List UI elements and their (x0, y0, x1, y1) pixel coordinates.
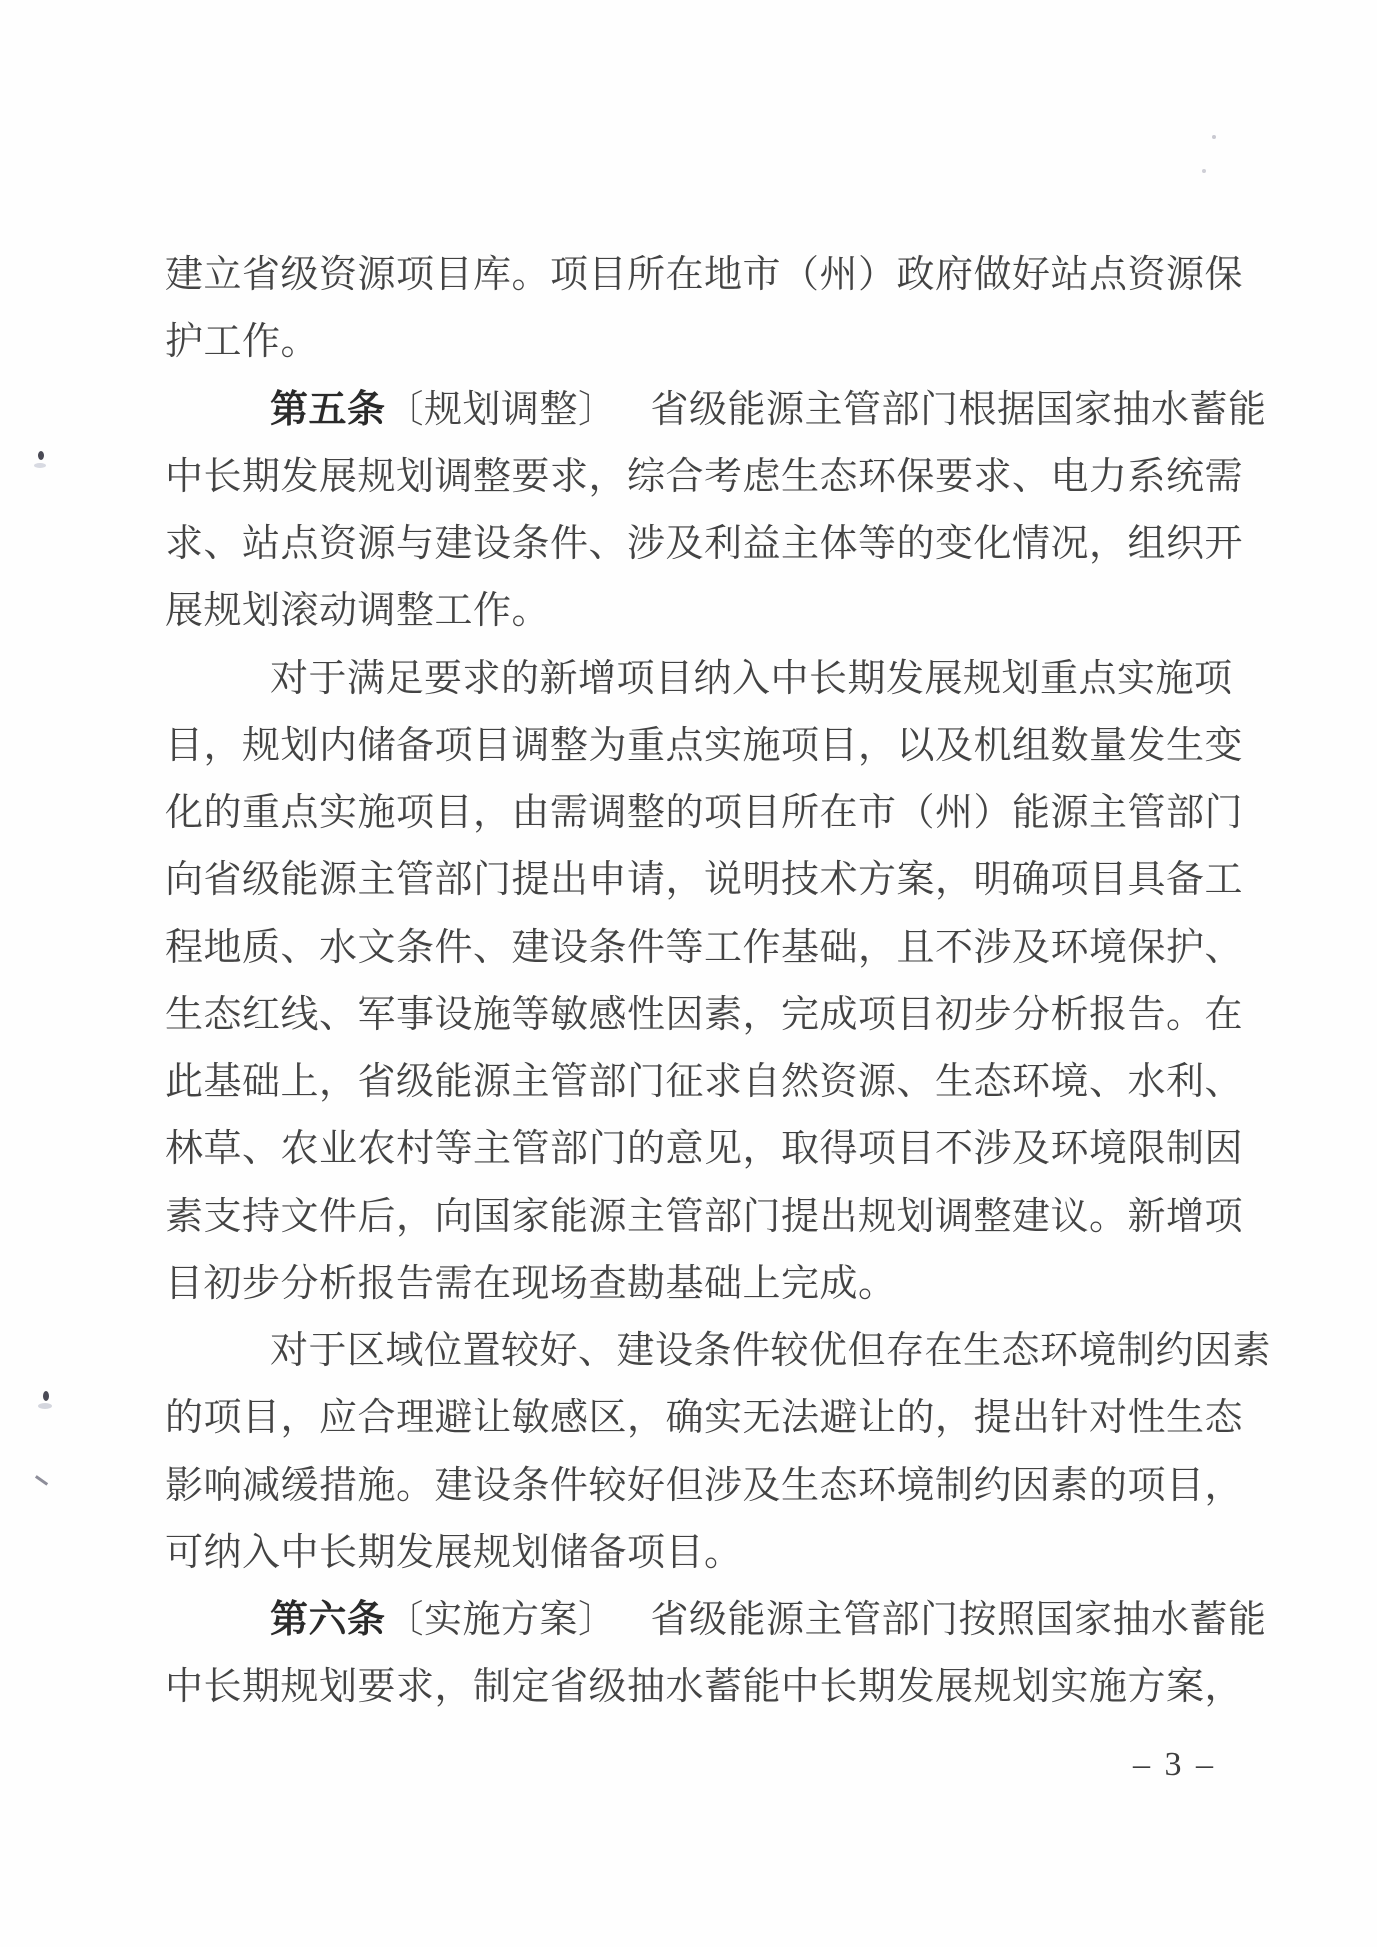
text-line: 目初步分析报告需在现场查勘基础上完成。 (165, 1262, 897, 1305)
scan-speck (1212, 135, 1216, 139)
text-line: 中长期发展规划调整要求，综合考虑生态环保要求、电力系统需 (165, 455, 1244, 498)
text-line: 向省级能源主管部门提出申请，说明技术方案，明确项目具备工 (165, 859, 1244, 902)
document-body (165, 242, 1272, 1722)
text-line: 中长期规划要求，制定省级抽水蓄能中长期发展规划实施方案， (165, 1666, 1244, 1709)
scan-speck (38, 451, 44, 460)
scan-speck (43, 1391, 49, 1401)
article-6-number: 第六条 (270, 1599, 386, 1641)
text-line: 此基础上，省级能源主管部门征求自然资源、生态环境、水利、 (165, 1061, 1244, 1103)
text-line: 生态红线、军事设施等敏感性因素，完成项目初步分析报告。在 (165, 993, 1244, 1036)
text-line: 对于满足要求的新增项目纳入中长期发展规划重点实施项 (270, 657, 1233, 700)
text-line: 影响减缓措施。建设条件较好但涉及生态环境制约因素的项目， (165, 1464, 1244, 1507)
text-line: 可纳入中长期发展规划储备项目。 (165, 1531, 743, 1574)
text-line: 林草、农业农村等主管部门的意见，取得项目不涉及环境限制因 (165, 1128, 1244, 1171)
text-line: 程地质、水文条件、建设条件等工作基础，且不涉及环境保护、 (165, 926, 1244, 969)
article-6-title: 〔实施方案〕 (385, 1599, 617, 1641)
text-line: 目，规划内储备项目调整为重点实施项目，以及机组数量发生变 (165, 724, 1244, 767)
text-line: 素支持文件后，向国家能源主管部门提出规划调整建议。新增项 (165, 1195, 1244, 1238)
text-line: 的项目，应合理避让敏感区，确实无法避让的，提出针对性生态 (165, 1397, 1244, 1440)
text-line: 求、站点资源与建设条件、涉及利益主体等的变化情况，组织开 (165, 523, 1244, 565)
scan-speck (38, 1403, 52, 1409)
text-line: 化的重点实施项目，由需调整的项目所在市（州）能源主管部门 (165, 792, 1244, 834)
article-5-heading-line (165, 377, 1267, 444)
article-5-title: 〔规划调整〕 (385, 388, 617, 431)
scan-speck (35, 1465, 55, 1485)
text-line: 省级能源主管部门根据国家抽水蓄能 (650, 388, 1267, 431)
text-line: 对于区域位置较好、建设条件较优但存在生态环境制约因素 (270, 1330, 1272, 1372)
article-5-number: 第五条 (270, 388, 386, 431)
page-number: – 3 – (1133, 1746, 1216, 1783)
text-line: 建立省级资源项目库。项目所在地市（州）政府做好站点资源保 (165, 254, 1244, 296)
text-line: 护工作。 (165, 321, 320, 364)
text-line: 展规划滚动调整工作。 (165, 590, 551, 633)
scan-speck (34, 463, 46, 468)
scan-speck (1202, 169, 1206, 173)
text-line: 省级能源主管部门按照国家抽水蓄能 (650, 1599, 1267, 1641)
article-6-heading-line (165, 1587, 1267, 1654)
